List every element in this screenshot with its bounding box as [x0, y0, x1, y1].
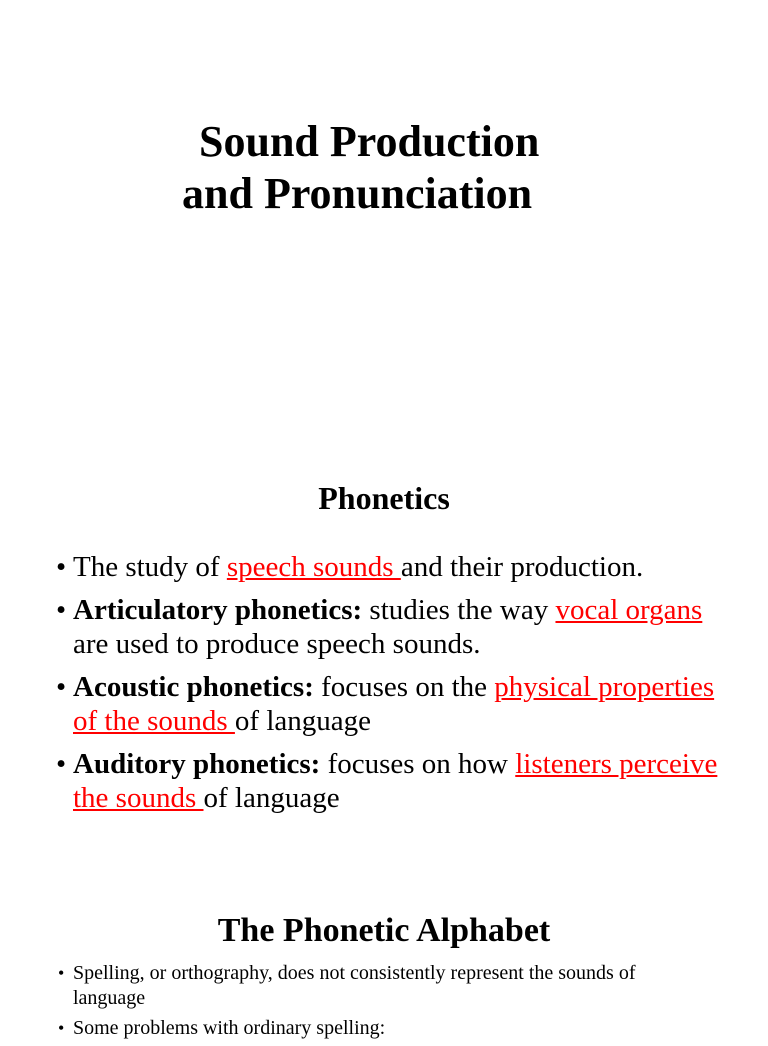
list-item [0, 1016, 710, 1041]
item-text: are used to produce speech sounds. [73, 628, 481, 660]
phonetics-bullet-list [0, 550, 720, 824]
bullet-icon: • [56, 747, 67, 780]
list-item [0, 670, 720, 739]
bullet-icon: • [56, 593, 67, 626]
page-title [0, 116, 768, 220]
highlight-link[interactable]: vocal organs [555, 593, 703, 626]
item-text: focuses on how [320, 747, 516, 780]
item-text: Spelling, or orthography, does not consistently represent the sounds of language [73, 962, 636, 1009]
item-text: focuses on the [313, 670, 495, 703]
item-text: studies the way [362, 593, 556, 626]
highlight-link[interactable]: listeners perceive the sounds [73, 747, 718, 814]
list-item [0, 593, 720, 662]
bullet-icon: • [58, 963, 65, 983]
term-label: Articulatory phonetics: [73, 593, 363, 626]
item-text: and their production. [400, 551, 644, 583]
title-slide [0, 0, 768, 430]
term-label: Auditory phonetics: [73, 747, 321, 780]
item-text: of language [203, 782, 340, 814]
list-item [0, 550, 720, 585]
title-line-1: Sound Production [199, 117, 540, 166]
phonetic-alphabet-heading: The Phonetic Alphabet [217, 912, 551, 949]
term-label: Acoustic phonetics: [73, 670, 314, 703]
phonetics-heading: Phonetics [318, 480, 450, 516]
item-text: Some problems with ordinary spelling: [73, 1017, 386, 1039]
item-text: of language [234, 705, 372, 737]
bullet-icon: • [56, 670, 67, 703]
bullet-icon: • [58, 1018, 65, 1038]
list-item [0, 961, 710, 1011]
highlight-link[interactable]: physical properties of the sounds [73, 670, 715, 737]
item-text: The study of [73, 551, 227, 583]
highlight-link[interactable]: speech sounds [226, 551, 401, 583]
title-line-2: and Pronunciation [182, 169, 533, 218]
list-item [0, 747, 720, 816]
bullet-icon: • [56, 551, 67, 583]
phonetic-alphabet-bullet-list [0, 961, 710, 1046]
